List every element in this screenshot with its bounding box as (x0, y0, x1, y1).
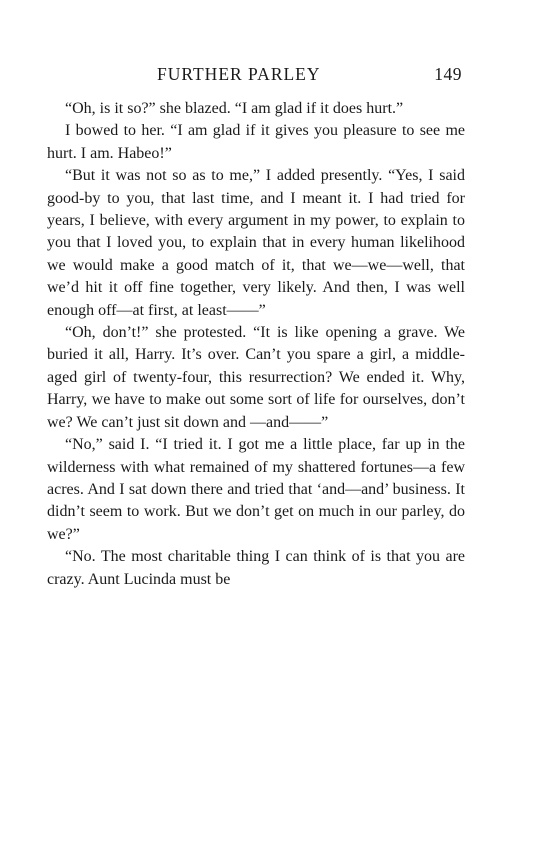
paragraph-5: “No,” said I. “I tried it. I got me a little place, far up in the wilderness with what remained of my shattered fortunes—a few acres. And I sat down there and tried that ‘and—and’ business. It didn’t seem to work. But we don’t get on much in our parley, do we?” (47, 436, 465, 543)
book-page (47, 56, 465, 591)
page-header (47, 56, 465, 90)
paragraph-2: I bowed to her. “I am glad if it gives you pleasure to see me hurt. I am. Habeo!” (47, 122, 465, 162)
paragraph-1: “Oh, is it so?” she blazed. “I am glad if it does hurt.” (65, 100, 404, 117)
body-text (47, 98, 465, 591)
paragraph-6: “No. The most charitable thing I can think of is that you are crazy. Aunt Lucinda must be (47, 548, 465, 588)
paragraph-3: “But it was not so as to me,” I added presently. “Yes, I said good-by to you, that last time, and I meant it. I had tried for years, I believe, with every argument in my power, to explain to you that I loved you, to explain that in every human likelihood we would make a good match of it, that we—we—well, that we’d hit it off fine together, very likely. And then, I was well enough off—at first, at least——” (47, 167, 465, 319)
page-number: 149 (434, 64, 462, 84)
paragraph-4: “Oh, don’t!” she protested. “It is like opening a grave. We buried it all, Harry. It’s over. Can’t you spare a girl, a middle-aged girl of twenty-four, this resurrection? We ended it. Why, Harry, we have to make out some sort of life for ourselves, don’t we? We can’t just sit down and —and——” (47, 324, 465, 431)
running-head: FURTHER PARLEY (157, 64, 321, 84)
